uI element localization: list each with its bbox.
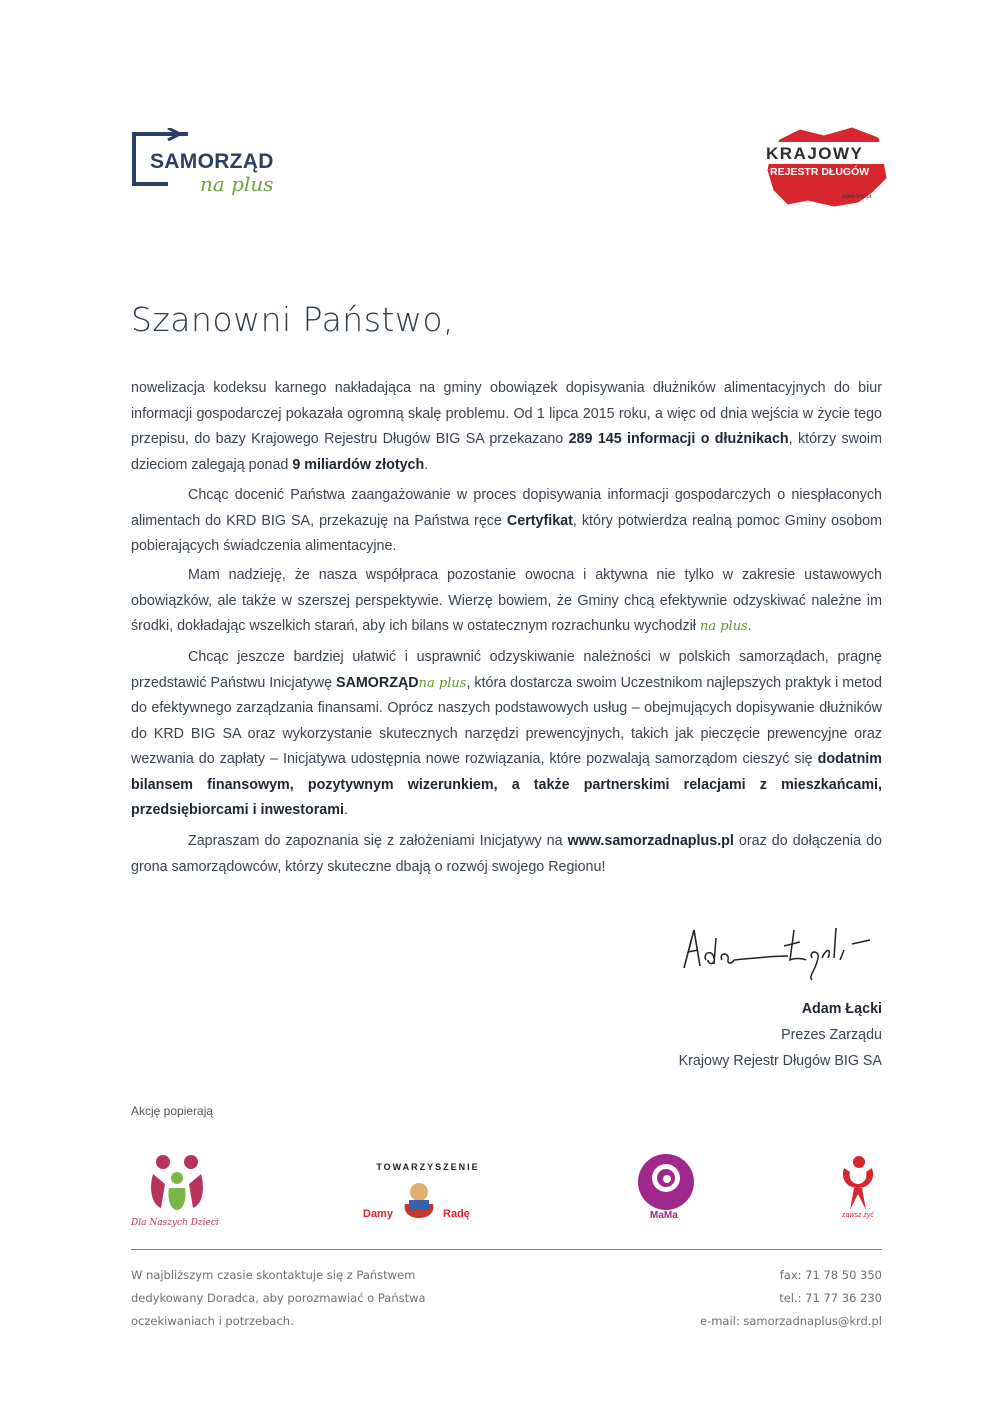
p4-samorzad: SAMORZĄD — [336, 674, 419, 691]
mama-logo — [636, 1152, 696, 1232]
footer-left-line-2: dedykowany Doradca, aby porozmawiać o Państwa — [131, 1291, 426, 1305]
krajowy-rejestr-dlugow-logo — [760, 126, 890, 212]
mama-text: MaMa — [650, 1210, 678, 1221]
p4-bold-benefits: dodatnim bilansem finansowym, pozytywnym wizerunkiem, a także partnerskimi relacjami z mieszkańcami, przedsiębiorcami i inwestorami — [131, 751, 882, 818]
supporters-label: Akcję popierają — [131, 1104, 214, 1118]
footer-fax: fax: 71 78 50 350 — [779, 1268, 882, 1282]
footer-contact-note — [131, 1264, 426, 1333]
zawsze-zyc-logo — [836, 1154, 882, 1230]
paragraph-3 — [131, 563, 882, 640]
logo-krd-url: www.krd.pl — [842, 194, 872, 200]
p1-text-d: . — [424, 456, 429, 473]
p4-text-d: . — [343, 802, 348, 818]
p4-text-c: , która dostarcza swoim Uczestnikom najlepszych praktyk i metod do efektywnego zarządzania finansami. Oprócz naszych podstawowych usług – obejmujących dopisywanie dłużników do KRD BIG SA oraz wykorzystanie skutecznych narzędzi prewencyjnych, takich jak pieczęcie prewencyjne oraz wezwania do zapłaty – Inicjatywa udostępnia nowe rozwiązania, które pozwalają samorządom cieszyć się — [131, 674, 883, 767]
damy-rade-text1: Damy — [363, 1208, 393, 1220]
footer-email[interactable]: e-mail: samorzadnaplus@krd.pl — [699, 1314, 882, 1328]
p1-bold-debtors: 289 145 informacji o dłużnikach — [568, 431, 789, 447]
p1-text-c: , którzy swoim dzieciom zalegają ponad — [131, 431, 882, 473]
p1-text-a: nowelizacja kodeksu karnego nakładająca na gminy obowiązek dopisywania dłużników alimentacyjnych do biur informacji gospodarczej pokazała ogromną skalę problemu. Od 1 lipca 2015 roku, a więc od dnia wejścia w życie tego przepisu, do bazy Krajowego Rejestru Długów BIG SA przekazano — [131, 380, 882, 447]
footer-contact-details — [700, 1264, 882, 1333]
handwritten-signature — [676, 918, 886, 988]
p1-bold-amount: 9 miliardów złotych — [292, 456, 425, 473]
letter-greeting: Szanowni Państwo, — [131, 300, 455, 339]
damy-rade-text2: Radę — [443, 1208, 470, 1220]
paragraph-5 — [131, 829, 882, 880]
footer-left-line-3: oczekiwaniach i potrzebach. — [131, 1314, 294, 1328]
signatory-role: Prezes Zarządu — [781, 1027, 882, 1043]
signatory-block — [679, 996, 882, 1074]
paragraph-4 — [131, 645, 882, 824]
logo-krd-line2: REJESTR DŁUGÓW — [770, 166, 870, 178]
logo-na-plus-text: na plus — [200, 172, 274, 196]
logo-krd-line1: KRAJOWY — [766, 144, 864, 163]
samorzad-na-plus-logo — [128, 128, 278, 208]
damy-rade-arc-text: TOWARZYSZENIE — [376, 1162, 480, 1172]
p2-bold-certyfikat: Certyfikat — [506, 512, 573, 529]
supporters-logos — [131, 1140, 882, 1230]
dla-naszych-dzieci-text: Dla Naszych Dzieci — [131, 1218, 219, 1228]
signatory-company: Krajowy Rejestr Długów BIG SA — [678, 1053, 882, 1069]
paragraph-2 — [131, 483, 882, 560]
logo-samorzad-text: SAMORZĄD — [150, 150, 274, 173]
p3-na-plus: na plus — [699, 619, 748, 634]
damy-rade-logo — [363, 1148, 493, 1228]
p4-na-plus: na plus — [418, 675, 467, 691]
footer-divider — [131, 1249, 882, 1250]
p5-text-a: Zapraszam do zapoznania się z założeniami Inicjatywy na — [188, 833, 568, 849]
dla-naszych-dzieci-logo — [131, 1148, 241, 1230]
paragraph-1 — [131, 376, 882, 478]
p5-text-c: oraz do dołączenia do grona samorządowców, którzy skuteczne dbają o rozwój swojego Regionu! — [131, 833, 882, 875]
p3-text-a: Mam nadzieję, że nasza współpraca pozostanie owocna i aktywna nie tylko w zakresie ustawowych obowiązków, ale także w szerszej perspektywie. Wierzę bowiem, że Gminy chcą efektywnie odzyskiwać należne im środki, dokładając wszelkich starań, aby ich bilans w ostatecznym rozrachunku wychodził — [131, 567, 882, 634]
signatory-name: Adam Łącki — [801, 1001, 882, 1017]
footer-left-line-1: W najbliższym czasie skontaktuje się z Państwem — [131, 1268, 416, 1282]
p3-text-d: . — [747, 618, 752, 634]
zawsze-zyc-text: zawsz żyć — [842, 1212, 874, 1219]
p2-text-a: Chcąc docenić Państwa zaangażowanie w proces dopisywania informacji gospodarczych o niespłaconych alimentach do KRD BIG SA, przekazuję na Państwa ręce — [131, 487, 882, 529]
p2-text-c: , który potwierdza realną pomoc Gminy osobom pobierających świadczenia alimentacyjne. — [131, 512, 883, 554]
p4-text-a: Chcąc jeszcze bardziej ułatwić i usprawnić odzyskiwanie należności w polskich samorządach, pragnę przedstawić Państwu Inicjatywę — [131, 649, 882, 691]
p5-website-link[interactable]: www.samorzadnaplus.pl — [567, 833, 734, 849]
footer-phone: tel.: 71 77 36 230 — [779, 1291, 882, 1305]
